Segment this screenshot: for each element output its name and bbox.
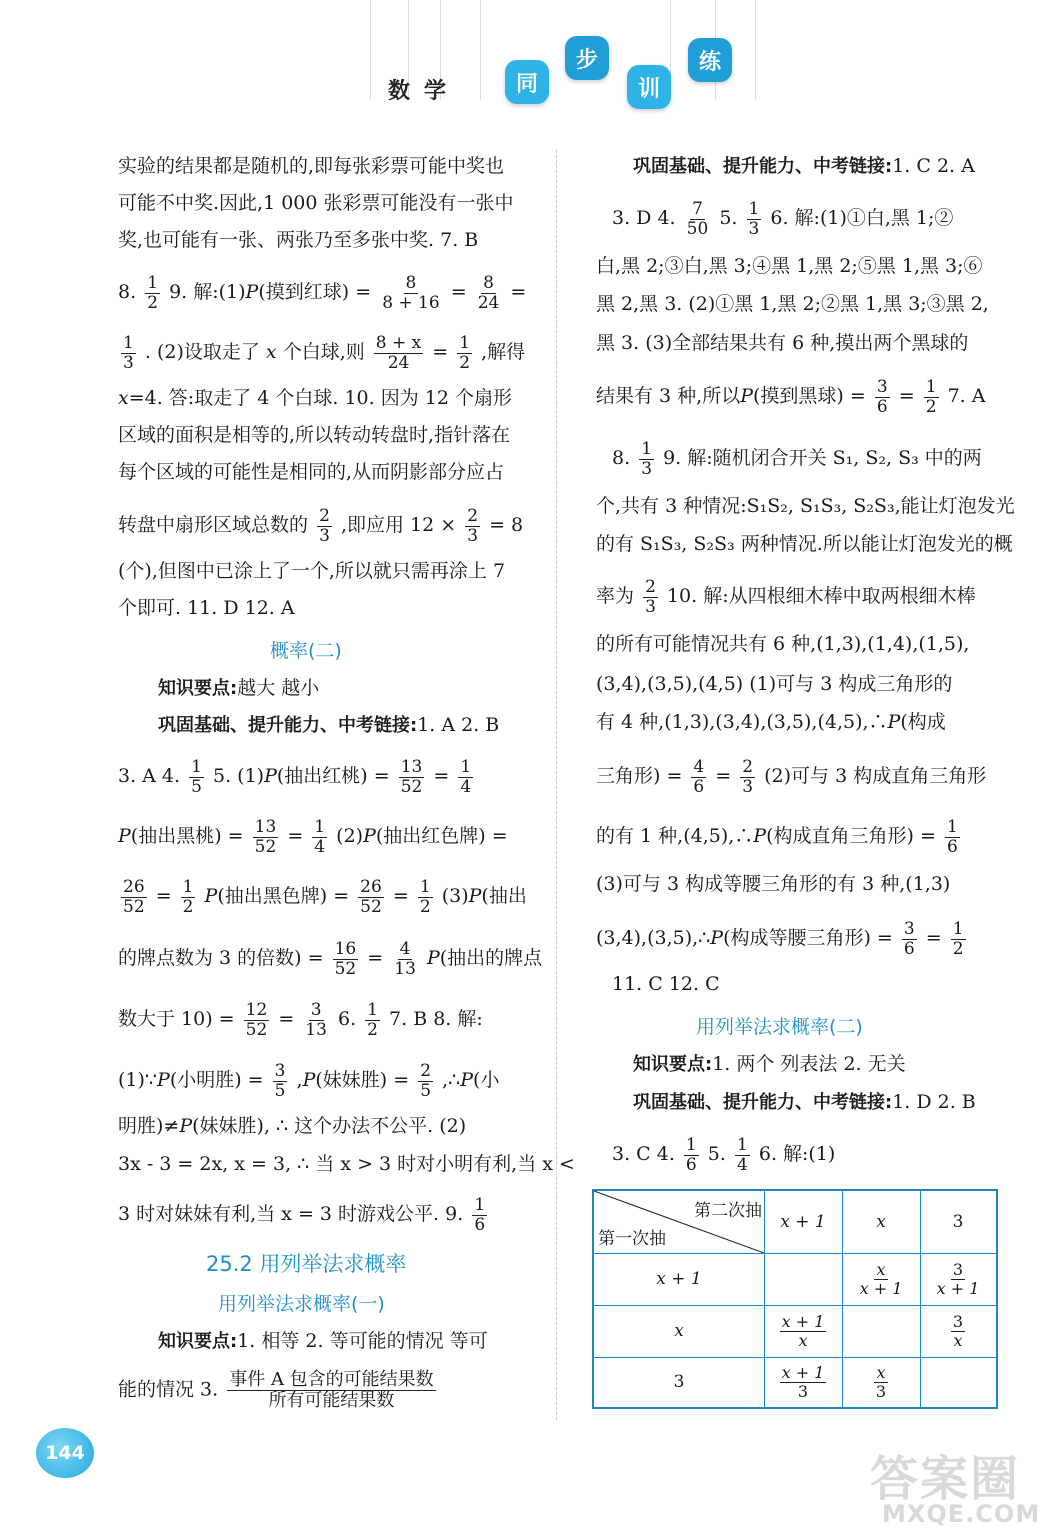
- text-line: (3)可与 3 构成等腰三角形的有 3 种,(1,3): [596, 873, 951, 895]
- text-line: 3. A 4. $\frac{1}{5}$ 5. (1)P(抽出红桃) = $\frac{13}{52}$ = $\frac{1}{4}$: [118, 757, 472, 797]
- text-line: P(抽出黑桃) = $\frac{13}{52}$ = $\frac{1}{4}$ (2)P(抽出红色牌) =: [118, 817, 508, 857]
- fraction: $\frac{1}{2}$: [367, 1000, 378, 1040]
- fraction: $\frac{1}{6}$: [474, 1195, 486, 1235]
- fraction: $\frac{8}{8 + 16}$: [382, 273, 440, 313]
- fraction: $\frac{13}{52}$: [254, 817, 277, 857]
- column-divider: [556, 150, 557, 1420]
- text-line: 11. C 12. C: [612, 973, 720, 995]
- fraction: $\frac{16}{52}$: [334, 939, 357, 979]
- text-line: 3x - 3 = 2x, x = 3, ∴ 当 x > 3 时对小明有利,当 x <: [118, 1153, 575, 1175]
- text-line: 能的情况 3. $\frac{\text{事件 A 包含的可能结果数}}{\text{所有可能结果数}}$: [118, 1369, 434, 1411]
- table-corner-top: 第二次抽: [694, 1200, 762, 1221]
- page-number: 144: [36, 1428, 94, 1478]
- fraction: $\frac{3}{5}$: [274, 1061, 286, 1101]
- text-line: 巩固基础、提升能力、中考链接:1. A 2. B: [158, 714, 500, 736]
- fraction: $\frac{1}{6}$: [685, 1135, 697, 1175]
- header-badge: 同: [505, 60, 549, 104]
- text-line: 三角形) = $\frac{4}{6}$ = $\frac{2}{3}$ (2)可与 3 构成直角三角形: [596, 757, 987, 797]
- table-row-header: x: [674, 1321, 684, 1341]
- text-line: 黑 2,黑 3. (2)①黑 1,黑 2;②黑 1,黑 3;③黑 2,: [596, 293, 989, 315]
- text-line: 3. D 4. $\frac{7}{50}$ 5. $\frac{1}{3}$ 6. 解:(1)①白,黑 1;②: [612, 199, 954, 239]
- table-col-header: x: [876, 1212, 886, 1232]
- text-line: 8. $\frac{1}{3}$ 9. 解:随机闭合开关 S₁, S₂, S₃ 中的两: [612, 439, 982, 479]
- header-badge: 练: [688, 38, 732, 82]
- fraction: $\frac{26}{52}$: [123, 877, 145, 917]
- text-line: 知识要点:1. 两个 列表法 2. 无关: [633, 1053, 906, 1075]
- fraction: $\frac{2}{3}$: [467, 506, 479, 546]
- text-line: 的所有可能情况共有 6 种,(1,3),(1,4),(1,5),: [596, 633, 970, 655]
- fraction: $\frac{2}{3}$: [319, 506, 330, 546]
- section-heading: 用列举法求概率(二): [696, 1016, 863, 1038]
- text-line: 的有 S₁S₃, S₂S₃ 两种情况.所以能让灯泡发光的概: [596, 533, 1013, 555]
- text-line: 巩固基础、提升能力、中考链接:1. D 2. B: [633, 1091, 976, 1113]
- subject-title: 数学: [388, 79, 461, 104]
- fraction: $\frac{13}{52}$: [400, 757, 423, 797]
- fraction: $\frac{7}{50}$: [686, 199, 709, 239]
- table-cell: $\frac{x}{x + 1}$: [859, 1259, 903, 1298]
- header-badge: 步: [565, 36, 609, 80]
- fraction: $\frac{4}{6}$: [693, 757, 705, 797]
- fraction: $\frac{\text{事件 A 包含的可能结果数}}{\text{所有可能结果数}}$: [229, 1369, 434, 1411]
- text-line: 率为 $\frac{2}{3}$ 10. 解:从四根细木棒中取两根细木棒: [596, 577, 976, 617]
- table-col-header: x + 1: [780, 1212, 826, 1232]
- fraction: $\frac{1}{2}$: [952, 919, 964, 959]
- fraction: $\frac{1}{2}$: [925, 377, 937, 417]
- header-badge: 训: [627, 65, 671, 109]
- table-cell: $\frac{3}{x + 1}$: [936, 1259, 980, 1298]
- fraction: $\frac{2}{3}$: [742, 757, 754, 797]
- table-cell: $\frac{x}{3}$: [875, 1362, 887, 1401]
- text-line: (1)∵P(小明胜) = $\frac{3}{5}$ ,P(妹妹胜) = $\frac{2}{5}$ ,∴P(小: [118, 1061, 500, 1101]
- outcome-table: [592, 1189, 998, 1409]
- text-line: 知识要点:1. 相等 2. 等可能的情况 等可: [158, 1330, 488, 1352]
- text-line: 白,黑 2;③白,黑 3;④黑 1,黑 2;⑤黑 1,黑 3;⑥: [596, 255, 983, 277]
- text-line: 的牌点数为 3 的倍数) = $\frac{16}{52}$ = $\frac{4}{13}$ P(抽出的牌点: [118, 939, 543, 979]
- text-line: (3,4),(3,5),∴P(构成等腰三角形) = $\frac{3}{6}$ = $\frac{1}{2}$: [596, 919, 964, 959]
- table-cell: $\frac{3}{x}$: [952, 1311, 964, 1350]
- fraction: $\frac{8}{24}$: [477, 273, 500, 313]
- fraction: $\frac{3}{6}$: [903, 919, 915, 959]
- fraction: $\frac{1}{4}$: [460, 757, 472, 797]
- text-line: 实验的结果都是随机的,即每张彩票可能中奖也: [118, 155, 505, 177]
- text-line: 结果有 3 种,所以P(摸到黑球) = $\frac{3}{6}$ = $\frac{1}{2}$ 7. A: [596, 377, 986, 417]
- text-line: 黑 3. (3)全部结果共有 6 种,摸出两个黑球的: [596, 332, 969, 354]
- fraction: $\frac{1}{2}$: [459, 333, 471, 373]
- section-heading: 概率(二): [270, 640, 342, 662]
- table-cell: $\frac{x + 1}{3}$: [781, 1362, 825, 1401]
- text-line: 有 4 种,(1,3),(3,4),(3,5),(4,5),∴P(构成: [596, 711, 946, 733]
- text-line: 明胜)≠P(妹妹胜), ∴ 这个办法不公平. (2): [118, 1115, 467, 1137]
- fraction: $\frac{1}{4}$: [314, 817, 326, 857]
- text-line: (3,4),(3,5),(4,5) (1)可与 3 构成三角形的: [596, 673, 953, 695]
- section-heading: 25.2 用列举法求概率: [206, 1252, 407, 1276]
- text-line: 转盘中扇形区域总数的 $\frac{2}{3}$ ,即应用 12 × $\frac{2}{3}$ = 8: [118, 506, 524, 546]
- table-row-header: x + 1: [656, 1269, 702, 1289]
- text-line: 3 时对妹妹有利,当 x = 3 时游戏公平. 9. $\frac{1}{6}$: [118, 1195, 486, 1235]
- section-heading: 用列举法求概率(一): [218, 1293, 385, 1315]
- fraction: $\frac{1}{2}$: [147, 273, 159, 313]
- text-line: $\frac{1}{3}$ . (2)设取走了 x 个白球,则 $\frac{8 + x}{24}$ = $\frac{1}{2}$ ,解得: [123, 333, 526, 373]
- text-line: 奖,也可能有一张、两张乃至多张中奖. 7. B: [118, 229, 479, 251]
- table-corner-bottom: 第一次抽: [598, 1228, 666, 1249]
- text-line: 的有 1 种,(4,5),∴P(构成直角三角形) = $\frac{1}{6}$: [596, 817, 958, 857]
- text-line: 8. $\frac{1}{2}$ 9. 解:(1)P(摸到红球) = $\frac{8}{8 + 16}$ = $\frac{8}{24}$ =: [118, 273, 527, 313]
- fraction: $\frac{3}{13}$: [305, 1000, 327, 1040]
- fraction: $\frac{12}{52}$: [245, 1000, 268, 1040]
- fraction: $\frac{26}{52}$: [360, 877, 382, 917]
- text-line: 每个区域的可能性是相同的,从而阴影部分应占: [118, 461, 505, 483]
- text-line: 个,共有 3 种情况:S₁S₂, S₁S₃, S₂S₃,能让灯泡发光: [596, 495, 1015, 517]
- fraction: $\frac{2}{3}$: [645, 577, 656, 617]
- fraction: $\frac{1}{3}$: [748, 199, 760, 239]
- text-line: 知识要点:越大 越小: [158, 677, 320, 699]
- fraction: $\frac{1}{4}$: [736, 1135, 748, 1175]
- fraction: $\frac{1}{3}$: [641, 439, 653, 479]
- table-col-header: 3: [952, 1212, 964, 1232]
- table-row-header: 3: [673, 1372, 685, 1392]
- fraction: $\frac{1}{5}$: [191, 757, 202, 797]
- text-line: 巩固基础、提升能力、中考链接:1. C 2. A: [633, 155, 975, 177]
- fraction: $\frac{1}{6}$: [946, 817, 958, 857]
- text-line: 可能不中奖.因此,1 000 张彩票可能没有一张中: [118, 192, 514, 214]
- table-cell: $\frac{x + 1}{x}$: [781, 1311, 825, 1350]
- text-line: 区域的面积是相等的,所以转动转盘时,指针落在: [118, 424, 511, 446]
- fraction: $\frac{2}{5}$: [420, 1061, 432, 1101]
- fraction: $\frac{1}{3}$: [123, 333, 134, 373]
- fraction: $\frac{1}{2}$: [419, 877, 431, 917]
- fraction: $\frac{1}{2}$: [182, 877, 194, 917]
- text-line: 3. C 4. $\frac{1}{6}$ 5. $\frac{1}{4}$ 6. 解:(1): [612, 1135, 836, 1175]
- text-line: (个),但图中已涂上了一个,所以就只需再涂上 7: [118, 560, 506, 582]
- fraction: $\frac{4}{13}$: [394, 939, 416, 979]
- watermark: 答案圈 MXQE.COM: [870, 1451, 1040, 1528]
- text-line: 个即可. 11. D 12. A: [118, 597, 295, 619]
- text-line: 数大于 10) = $\frac{12}{52}$ = $\frac{3}{13}$ 6. $\frac{1}{2}$ 7. B 8. 解:: [118, 1000, 483, 1040]
- fraction: $\frac{3}{6}$: [876, 377, 888, 417]
- text-line: $\frac{26}{52}$ = $\frac{1}{2}$ P(抽出黑色牌) = $\frac{26}{52}$ = $\frac{1}{2}$ (3)P(抽出: [123, 877, 527, 917]
- text-line: x=4. 答:取走了 4 个白球. 10. 因为 12 个扇形: [118, 387, 512, 409]
- fraction: $\frac{8 + x}{24}$: [375, 333, 422, 373]
